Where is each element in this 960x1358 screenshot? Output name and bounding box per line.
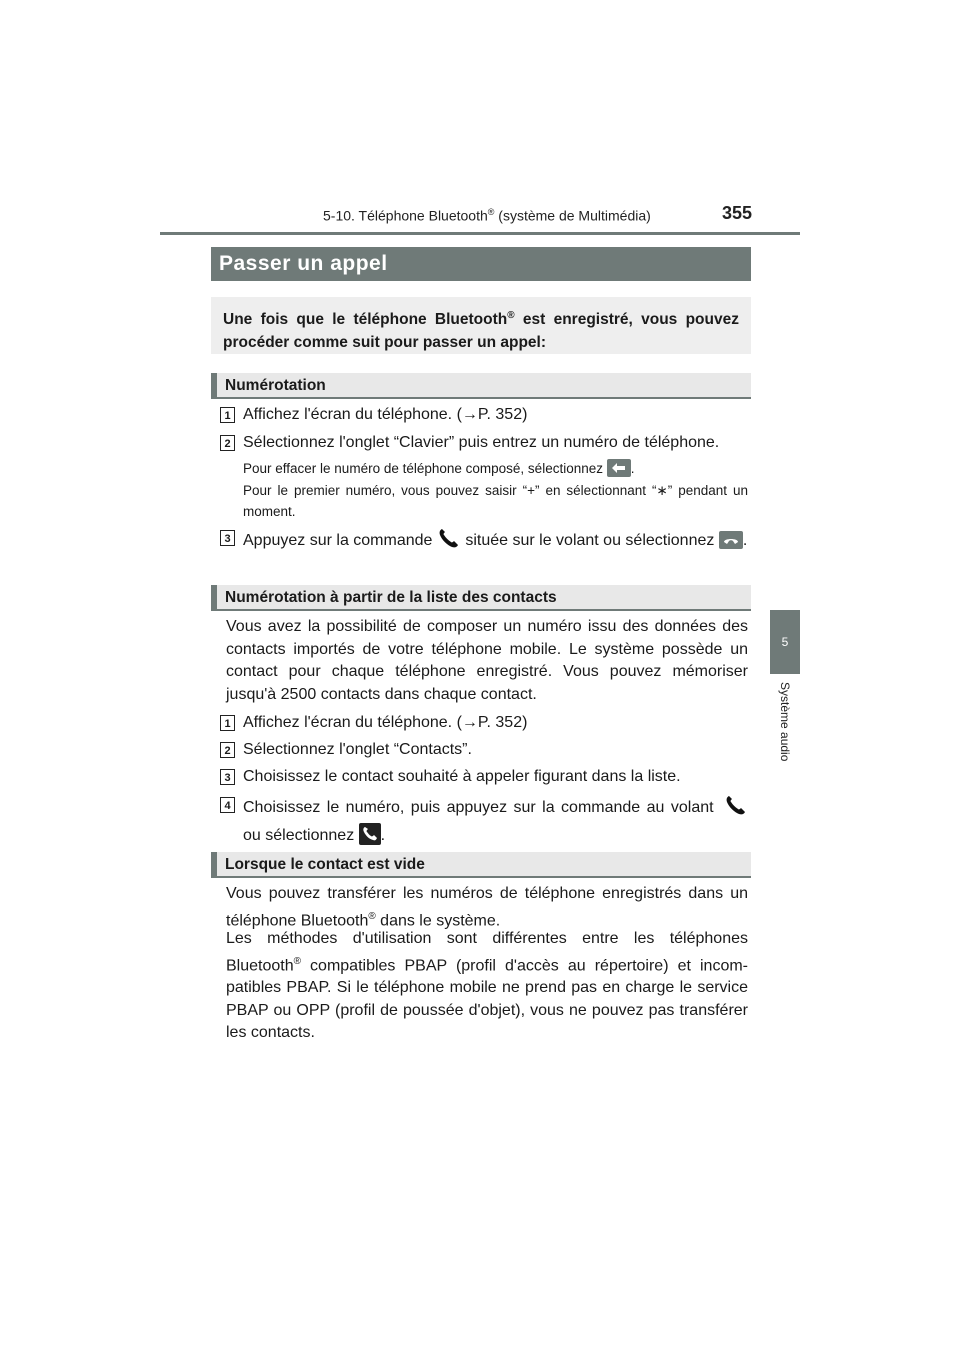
step-item: 3 Choisissez le contact souhaité à appeler figurant dans la liste. [220, 766, 748, 788]
note-plus: Pour le premier numéro, vous pouvez saisir “+” en sélectionnant “∗” pendant un moment. [243, 483, 748, 519]
chapter-label: Système audio [778, 682, 792, 762]
step-item: 1 Affichez l'écran du téléphone. (→P. 352) [220, 712, 748, 734]
title-bar [211, 247, 751, 281]
intro-text: Une fois que le téléphone Bluetooth® est enregistré, vous pouvez procéder comme suit pour passer un appel: [223, 310, 739, 352]
chapter-tab: 5 [770, 610, 800, 674]
phone-handset-icon [724, 794, 748, 823]
running-head: 5-10. Téléphone Bluetooth® (système de Multimédia) [323, 207, 651, 224]
step-number: 3 [220, 769, 235, 785]
page-title: Passer un appel [219, 252, 388, 275]
note-backspace: Pour effacer le numéro de téléphone composé, sélectionnez . [243, 461, 635, 476]
phone-handset-icon [437, 527, 461, 556]
section-heading-empty: Lorsque le contact est vide [211, 852, 751, 878]
step-number: 3 [220, 530, 235, 546]
step-item: 1 Affichez l'écran du téléphone. (→P. 352) [220, 404, 748, 426]
empty-paragraph-1: Vous pouvez transférer les numéros de téléphone enregistrés dans un téléphone Bluetooth® dans le système. [226, 885, 748, 929]
step-item: 4 Choisissez le numéro, puis appuyez sur la commande au volant ou sélectionnez . [220, 794, 748, 847]
header-rule [160, 232, 800, 235]
backspace-icon [607, 459, 631, 477]
step-item: 2 Sélectionnez l'onglet “Clavier” puis entrez un numéro de téléphone. [220, 432, 748, 454]
section-heading-contacts: Numérotation à partir de la liste des contacts [211, 585, 751, 611]
step-number: 1 [220, 715, 235, 731]
call-button-icon [719, 531, 743, 549]
step-item: 3 Appuyez sur la commande située sur le volant ou sélectionnez . [220, 527, 748, 556]
page-number: 355 [722, 203, 753, 223]
step-number: 1 [220, 407, 235, 423]
step-item: 2 Sélectionnez l'onglet “Contacts”. [220, 739, 748, 761]
intro-box [211, 297, 751, 354]
step-number: 2 [220, 742, 235, 758]
section-heading-dialing: Numérotation [211, 373, 751, 399]
empty-paragraph-2: Les méthodes d'utilisation sont différentes entre les téléphones Bluetooth® compatibles PBAP (profil d'accès au répertoire) et incompatibles PBAP. Si le téléphone mobile ne prend pas en charge le service PBAP ou OPP (profil de poussée d'objet), vous ne pouvez pas transférer les contacts. [226, 930, 748, 1042]
contact-call-icon [359, 823, 381, 845]
step-number: 2 [220, 435, 235, 451]
step-number: 4 [220, 797, 235, 813]
contacts-description: Vous avez la possibilité de composer un numéro issu des données des contacts importés de votre téléphone mobile. Le système possède un contact pour chaque téléphone enregistré. Vous pouvez mémoriser jusqu'à 2500 contacts dans chaque contact. [226, 618, 748, 703]
